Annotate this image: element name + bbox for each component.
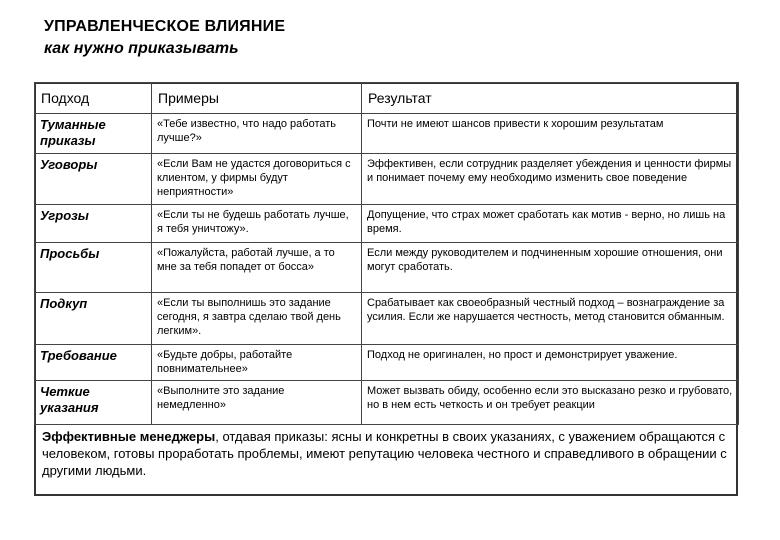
table-header-row — [35, 83, 739, 114]
table-row — [35, 154, 739, 205]
example-cell: «Если ты выполнишь это задание сегодня, я завтра сделаю твой день легким». — [152, 293, 362, 345]
approach-cell: Просьбы — [35, 243, 152, 293]
result-cell: Срабатывает как своеобразный честный подход – вознаграждение за усилия. Если же нарушается честность, метод становится обманным. — [362, 293, 739, 345]
column-header-result: Результат — [362, 83, 739, 114]
approach-cell: Угрозы — [35, 205, 152, 243]
table-row — [35, 114, 739, 154]
approaches-table — [34, 82, 739, 425]
result-cell: Подход не оригинален, но прост и демонстрирует уважение. — [362, 345, 739, 381]
result-cell: Если между руководителем и подчиненным хорошие отношения, они могут сработать. — [362, 243, 739, 293]
example-cell: «Выполните это задание немедленно» — [152, 381, 362, 425]
column-header-approach: Подход — [35, 83, 152, 114]
column-header-examples: Примеры — [152, 83, 362, 114]
approach-cell: Четкие указания — [35, 381, 152, 425]
example-cell: «Пожалуйста, работай лучше, а то мне за тебя попадет от босса» — [152, 243, 362, 293]
summary-text — [42, 428, 732, 479]
example-cell: «Если ты не будешь работать лучше, я тебя уничтожу». — [152, 205, 362, 243]
example-cell: «Тебе известно, что надо работать лучше?» — [152, 114, 362, 154]
table-row — [35, 205, 739, 243]
table-row — [35, 345, 739, 381]
page-subtitle: как нужно приказывать — [44, 40, 239, 57]
summary-body: , отдавая приказы: ясны и конкретны в своих указаниях, с уважением обращаются с человеком, готовы проработать проблемы, имеют репутацию человека честного и справедливого в обращении с другими людьми. — [42, 429, 727, 478]
approach-cell: Требование — [35, 345, 152, 381]
result-cell: Эффективен, если сотрудник разделяет убеждения и ценности фирмы и понимает почему ему необходимо изменить свое поведение — [362, 154, 739, 205]
page-title: УПРАВЛЕНЧЕСКОЕ ВЛИЯНИЕ — [44, 18, 286, 35]
table-row — [35, 381, 739, 425]
approach-cell: Подкуп — [35, 293, 152, 345]
table-row — [35, 293, 739, 345]
example-cell: «Если Вам не удастся договориться с клиентом, у фирмы будут неприятности» — [152, 154, 362, 205]
example-cell: «Будьте добры, работайте повнимательнее» — [152, 345, 362, 381]
table-row — [35, 243, 739, 293]
approach-cell: Уговоры — [35, 154, 152, 205]
summary-lead: Эффективные менеджеры — [42, 429, 216, 444]
approach-cell: Туманные приказы — [35, 114, 152, 154]
result-cell: Может вызвать обиду, особенно если это высказано резко и грубовато, но в нем есть четкость и он требует реакции — [362, 381, 739, 425]
result-cell: Почти не имеют шансов привести к хорошим результатам — [362, 114, 739, 154]
result-cell: Допущение, что страх может сработать как мотив - верно, но лишь на время. — [362, 205, 739, 243]
